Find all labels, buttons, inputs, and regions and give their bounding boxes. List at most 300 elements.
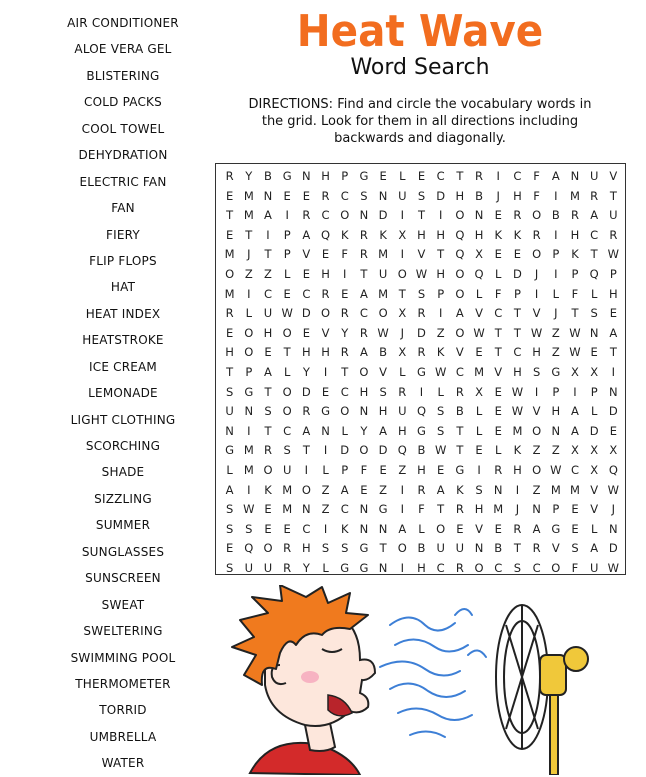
grid-letter[interactable]: L	[475, 423, 483, 438]
grid-letter[interactable]: U	[282, 462, 292, 477]
grid-letter[interactable]: C	[590, 227, 599, 242]
grid-letter[interactable]: A	[359, 286, 368, 301]
grid-letter[interactable]: C	[340, 502, 349, 517]
grid-letter[interactable]: U	[398, 404, 407, 419]
grid-letter[interactable]: N	[225, 423, 234, 438]
grid-letter[interactable]: N	[378, 560, 388, 575]
grid-letter[interactable]: J	[400, 325, 404, 340]
grid-letter[interactable]: H	[609, 286, 618, 301]
grid-letter[interactable]: G	[455, 462, 465, 477]
grid-letter[interactable]: U	[378, 266, 388, 281]
grid-letter[interactable]: E	[225, 188, 234, 203]
grid-letter[interactable]: S	[245, 521, 253, 536]
grid-letter[interactable]: D	[301, 306, 311, 321]
grid-letter[interactable]: S	[283, 443, 291, 458]
grid-letter[interactable]: G	[359, 169, 369, 183]
grid-letter[interactable]: P	[552, 384, 560, 399]
grid-letter[interactable]: E	[494, 404, 502, 419]
grid-letter[interactable]: J	[515, 502, 520, 517]
grid-letter[interactable]: B	[417, 541, 426, 556]
grid-letter[interactable]: S	[341, 541, 349, 556]
grid-letter[interactable]: U	[398, 188, 407, 203]
grid-letter[interactable]: E	[283, 521, 291, 536]
grid-letter[interactable]: P	[283, 227, 291, 242]
grid-letter[interactable]: R	[359, 247, 368, 262]
grid-letter[interactable]: I	[573, 384, 577, 399]
grid-letter[interactable]: W	[243, 502, 255, 517]
grid-letter[interactable]: W	[281, 306, 293, 321]
grid-letter[interactable]: T	[437, 247, 445, 262]
grid-letter[interactable]: N	[589, 325, 599, 340]
grid-letter[interactable]: M	[570, 482, 580, 497]
grid-letter[interactable]: W	[415, 266, 428, 281]
grid-letter[interactable]: A	[302, 227, 311, 242]
grid-letter[interactable]: O	[225, 266, 235, 281]
grid-letter[interactable]: M	[282, 482, 293, 497]
grid-letter[interactable]: T	[456, 423, 464, 438]
grid-letter[interactable]: N	[551, 423, 561, 438]
grid-letter[interactable]: W	[607, 482, 620, 497]
grid-letter[interactable]: S	[475, 482, 483, 497]
grid-letter[interactable]: I	[266, 227, 270, 242]
grid-letter[interactable]: T	[609, 345, 617, 360]
grid-letter[interactable]: C	[494, 306, 503, 321]
grid-letter[interactable]: W	[511, 384, 524, 399]
grid-letter[interactable]: H	[513, 188, 522, 203]
grid-letter[interactable]: N	[302, 502, 311, 517]
grid-letter[interactable]: L	[475, 404, 483, 419]
grid-letter[interactable]: N	[532, 502, 541, 517]
grid-letter[interactable]: K	[456, 482, 464, 497]
grid-letter[interactable]: I	[400, 560, 404, 575]
grid-letter[interactable]: K	[513, 443, 522, 458]
grid-letter[interactable]: U	[244, 560, 253, 575]
grid-letter[interactable]: E	[225, 325, 234, 340]
grid-letter[interactable]: D	[512, 266, 522, 281]
grid-letter[interactable]: A	[590, 208, 599, 223]
grid-letter[interactable]: Y	[341, 325, 349, 340]
grid-letter[interactable]: S	[379, 384, 387, 399]
grid-letter[interactable]: O	[244, 325, 254, 340]
grid-letter[interactable]: G	[551, 521, 561, 536]
grid-letter[interactable]: G	[417, 423, 426, 438]
grid-letter[interactable]: A	[455, 306, 464, 321]
grid-letter[interactable]: X	[590, 462, 599, 477]
grid-letter[interactable]: L	[341, 423, 348, 438]
grid-letter[interactable]: A	[359, 345, 368, 360]
grid-letter[interactable]: O	[436, 521, 446, 536]
grid-letter[interactable]: O	[455, 208, 465, 223]
grid-letter[interactable]: H	[302, 345, 311, 360]
grid-letter[interactable]: I	[611, 364, 616, 379]
grid-letter[interactable]: T	[494, 325, 502, 340]
grid-letter[interactable]: E	[475, 345, 483, 360]
grid-letter[interactable]: D	[589, 423, 599, 438]
grid-letter[interactable]: P	[552, 502, 560, 517]
grid-letter[interactable]: G	[282, 169, 292, 183]
grid-letter[interactable]: O	[321, 306, 331, 321]
grid-letter[interactable]: H	[302, 541, 311, 556]
grid-letter[interactable]: Y	[302, 364, 310, 379]
grid-letter[interactable]: U	[455, 541, 465, 556]
grid-letter[interactable]: W	[511, 404, 524, 419]
grid-letter[interactable]: M	[282, 502, 293, 517]
grid-letter[interactable]: C	[340, 188, 349, 203]
grid-letter[interactable]: G	[378, 502, 388, 517]
grid-letter[interactable]: H	[225, 345, 234, 360]
grid-letter[interactable]: R	[475, 169, 484, 183]
grid-letter[interactable]: I	[477, 462, 481, 477]
grid-letter[interactable]: E	[341, 286, 349, 301]
grid-letter[interactable]: I	[343, 266, 347, 281]
grid-letter[interactable]: E	[609, 306, 617, 321]
grid-letter[interactable]: P	[283, 247, 291, 262]
grid-letter[interactable]: Z	[551, 325, 560, 340]
grid-letter[interactable]: N	[359, 404, 369, 419]
grid-letter[interactable]: A	[264, 364, 272, 379]
grid-letter[interactable]: R	[494, 462, 503, 477]
grid-letter[interactable]: B	[455, 404, 464, 419]
grid-letter[interactable]: N	[378, 188, 388, 203]
grid-letter[interactable]: A	[532, 521, 541, 536]
grid-letter[interactable]: H	[417, 462, 426, 477]
grid-letter[interactable]: A	[551, 169, 560, 183]
grid-letter[interactable]: X	[609, 443, 618, 458]
grid-letter[interactable]: K	[436, 345, 445, 360]
grid-letter[interactable]: Z	[551, 345, 560, 360]
grid-letter[interactable]: E	[475, 443, 483, 458]
grid-letter[interactable]: U	[263, 306, 273, 321]
grid-letter[interactable]: O	[359, 443, 369, 458]
grid-letter[interactable]: L	[245, 306, 252, 321]
grid-letter[interactable]: C	[494, 560, 503, 575]
grid-letter[interactable]: A	[264, 208, 272, 223]
grid-letter[interactable]: I	[323, 521, 328, 536]
grid-letter[interactable]: M	[550, 482, 561, 497]
grid-letter[interactable]: S	[264, 404, 272, 419]
grid-letter[interactable]: O	[282, 384, 292, 399]
grid-letter[interactable]: E	[513, 247, 522, 262]
grid-letter[interactable]: Z	[321, 482, 330, 497]
grid-letter[interactable]: N	[609, 384, 618, 399]
grid-letter[interactable]: A	[379, 423, 388, 438]
grid-letter[interactable]: E	[302, 266, 310, 281]
grid-letter[interactable]: I	[534, 286, 539, 301]
grid-letter[interactable]: S	[225, 521, 234, 536]
grid-letter[interactable]: K	[571, 247, 579, 262]
word-search-grid[interactable]	[215, 163, 626, 575]
grid-letter[interactable]: M	[224, 247, 235, 262]
grid-letter[interactable]: K	[513, 227, 522, 242]
grid-letter[interactable]: E	[379, 462, 387, 477]
grid-letter[interactable]: Z	[532, 482, 541, 497]
grid-letter[interactable]: R	[225, 306, 234, 321]
grid-letter[interactable]: H	[532, 345, 541, 360]
grid-letter[interactable]: T	[264, 384, 272, 399]
grid-letter[interactable]: W	[530, 325, 543, 340]
grid-letter[interactable]: N	[493, 482, 503, 497]
grid-letter[interactable]: G	[359, 560, 369, 575]
grid-letter[interactable]: B	[494, 541, 503, 556]
grid-letter[interactable]: S	[437, 423, 445, 438]
grid-letter[interactable]: R	[455, 560, 464, 575]
grid-letter[interactable]: A	[436, 482, 445, 497]
grid-letter[interactable]: V	[455, 345, 464, 360]
grid-letter[interactable]: R	[263, 443, 272, 458]
grid-letter[interactable]: Q	[397, 443, 407, 458]
grid-letter[interactable]: X	[398, 306, 407, 321]
grid-letter[interactable]: T	[398, 286, 406, 301]
grid-letter[interactable]: V	[321, 325, 330, 340]
grid-letter[interactable]: X	[398, 227, 407, 242]
grid-letter[interactable]: M	[378, 247, 389, 262]
grid-letter[interactable]: F	[571, 286, 579, 301]
grid-letter[interactable]: G	[244, 384, 254, 399]
grid-letter[interactable]: O	[340, 208, 350, 223]
grid-letter[interactable]: D	[417, 325, 426, 340]
grid-letter[interactable]: H	[570, 227, 580, 242]
grid-letter[interactable]: M	[512, 423, 523, 438]
grid-letter[interactable]: E	[321, 384, 330, 399]
grid-letter[interactable]: Z	[379, 482, 388, 497]
grid-letter[interactable]: Z	[398, 462, 407, 477]
grid-letter[interactable]: T	[226, 364, 234, 379]
grid-letter[interactable]: V	[590, 482, 599, 497]
grid-letter[interactable]: I	[438, 306, 443, 321]
grid-letter[interactable]: S	[225, 502, 234, 517]
grid-letter[interactable]: N	[244, 404, 254, 419]
grid-letter[interactable]: M	[474, 364, 484, 379]
grid-letter[interactable]: V	[475, 521, 483, 536]
grid-letter[interactable]: A	[590, 541, 599, 556]
grid-letter[interactable]: I	[515, 482, 520, 497]
grid-letter[interactable]: R	[417, 482, 426, 497]
grid-letter[interactable]: E	[571, 521, 579, 536]
grid-letter[interactable]: E	[456, 521, 464, 536]
grid-letter[interactable]: N	[609, 521, 618, 536]
grid-letter[interactable]: R	[225, 169, 234, 183]
grid-letter[interactable]: O	[301, 482, 311, 497]
grid-letter[interactable]: M	[243, 188, 254, 203]
grid-letter[interactable]: H	[321, 169, 330, 183]
grid-letter[interactable]: I	[496, 169, 500, 183]
grid-letter[interactable]: S	[225, 384, 234, 399]
grid-letter[interactable]: R	[455, 384, 464, 399]
grid-letter[interactable]: M	[243, 443, 254, 458]
grid-letter[interactable]: P	[590, 384, 598, 399]
grid-letter[interactable]: R	[513, 521, 522, 536]
grid-letter[interactable]: H	[321, 345, 330, 360]
grid-letter[interactable]: H	[436, 266, 445, 281]
grid-letter[interactable]: R	[283, 560, 292, 575]
grid-letter[interactable]: H	[474, 227, 484, 242]
grid-letter[interactable]: W	[607, 247, 620, 262]
grid-letter[interactable]: C	[532, 560, 541, 575]
grid-letter[interactable]: W	[550, 462, 562, 477]
grid-letter[interactable]: B	[379, 345, 388, 360]
grid-letter[interactable]: I	[400, 247, 404, 262]
grid-letter[interactable]: K	[379, 227, 387, 242]
grid-letter[interactable]: F	[418, 502, 425, 517]
grid-letter[interactable]: V	[609, 169, 618, 183]
grid-letter[interactable]: L	[418, 521, 425, 536]
grid-letter[interactable]: L	[226, 462, 233, 477]
grid-letter[interactable]: E	[302, 325, 310, 340]
grid-letter[interactable]: R	[417, 345, 426, 360]
grid-letter[interactable]: T	[264, 247, 272, 262]
grid-letter[interactable]: C	[302, 521, 311, 536]
grid-letter[interactable]: C	[321, 208, 330, 223]
grid-letter[interactable]: C	[513, 169, 522, 183]
grid-letter[interactable]: C	[436, 560, 445, 575]
grid-letter[interactable]: O	[244, 345, 254, 360]
grid-letter[interactable]: R	[283, 541, 292, 556]
grid-letter[interactable]: D	[436, 188, 446, 203]
grid-letter[interactable]: E	[283, 188, 291, 203]
grid-letter[interactable]: R	[590, 188, 599, 203]
grid-letter[interactable]: F	[494, 286, 502, 301]
grid-letter[interactable]: J	[554, 306, 558, 321]
grid-letter[interactable]: L	[495, 266, 502, 281]
grid-letter[interactable]: A	[571, 423, 579, 438]
grid-letter[interactable]: V	[302, 247, 311, 262]
grid-letter[interactable]: R	[532, 227, 541, 242]
grid-letter[interactable]: W	[569, 345, 581, 360]
grid-letter[interactable]: N	[359, 521, 369, 536]
grid-letter[interactable]: O	[282, 325, 292, 340]
grid-letter[interactable]: L	[283, 364, 291, 379]
grid-letter[interactable]: Z	[321, 502, 330, 517]
grid-letter[interactable]: U	[436, 541, 445, 556]
grid-letter[interactable]: I	[534, 384, 539, 399]
grid-letter[interactable]: O	[532, 208, 542, 223]
grid-letter[interactable]: U	[263, 560, 273, 575]
grid-letter[interactable]: I	[554, 266, 558, 281]
grid-letter[interactable]: U	[589, 560, 599, 575]
grid-letter[interactable]: P	[341, 169, 349, 183]
grid-letter[interactable]: S	[225, 560, 234, 575]
grid-letter[interactable]: A	[340, 482, 349, 497]
grid-letter[interactable]: I	[419, 384, 424, 399]
grid-letter[interactable]: J	[611, 502, 616, 517]
grid-letter[interactable]: K	[264, 482, 272, 497]
grid-letter[interactable]: N	[378, 521, 388, 536]
grid-letter[interactable]: G	[321, 404, 330, 419]
grid-letter[interactable]: V	[551, 541, 560, 556]
grid-letter[interactable]: N	[263, 188, 273, 203]
grid-letter[interactable]: T	[302, 443, 310, 458]
grid-letter[interactable]: G	[417, 364, 426, 379]
grid-letter[interactable]: E	[417, 169, 426, 183]
grid-letter[interactable]: H	[397, 423, 407, 438]
grid-letter[interactable]: N	[321, 423, 330, 438]
grid-letter[interactable]: N	[474, 208, 484, 223]
grid-letter[interactable]: D	[378, 208, 388, 223]
grid-letter[interactable]: J	[496, 188, 500, 203]
grid-letter[interactable]: R	[340, 306, 349, 321]
grid-letter[interactable]: I	[247, 286, 251, 301]
grid-letter[interactable]: L	[590, 404, 598, 419]
grid-letter[interactable]: O	[282, 404, 292, 419]
grid-letter[interactable]: N	[359, 502, 369, 517]
grid-letter[interactable]: P	[437, 286, 445, 301]
grid-letter[interactable]: M	[570, 188, 580, 203]
grid-letter[interactable]: R	[455, 502, 464, 517]
grid-letter[interactable]: X	[590, 364, 599, 379]
grid-letter[interactable]: H	[417, 560, 426, 575]
grid-letter[interactable]: T	[609, 188, 617, 203]
grid-letter[interactable]: N	[474, 541, 484, 556]
grid-letter[interactable]: W	[569, 325, 581, 340]
grid-letter[interactable]: C	[340, 384, 349, 399]
grid-letter[interactable]: P	[609, 266, 617, 281]
grid-letter[interactable]: C	[263, 286, 272, 301]
grid-letter[interactable]: R	[302, 208, 311, 223]
grid-letter[interactable]: A	[302, 423, 311, 438]
grid-letter[interactable]: L	[590, 521, 598, 536]
grid-letter[interactable]: W	[607, 560, 620, 575]
grid-letter[interactable]: E	[225, 541, 234, 556]
grid-letter[interactable]: R	[321, 188, 330, 203]
grid-letter[interactable]: H	[455, 188, 465, 203]
grid-letter[interactable]: I	[400, 208, 404, 223]
grid-letter[interactable]: C	[283, 423, 292, 438]
grid-letter[interactable]: E	[264, 345, 272, 360]
grid-letter[interactable]: L	[399, 364, 406, 379]
grid-letter[interactable]: S	[417, 286, 426, 301]
grid-letter[interactable]: B	[475, 188, 483, 203]
grid-letter[interactable]: I	[247, 423, 251, 438]
grid-letter[interactable]: T	[513, 306, 521, 321]
grid-letter[interactable]: D	[608, 541, 618, 556]
grid-letter[interactable]: R	[321, 286, 330, 301]
grid-letter[interactable]: S	[360, 188, 368, 203]
grid-letter[interactable]: Z	[551, 443, 560, 458]
grid-letter[interactable]: B	[264, 169, 272, 183]
grid-letter[interactable]: W	[434, 443, 447, 458]
grid-letter[interactable]: H	[263, 325, 273, 340]
grid-letter[interactable]: F	[341, 247, 349, 262]
grid-letter[interactable]: N	[570, 169, 580, 183]
grid-letter[interactable]: I	[554, 188, 558, 203]
grid-letter[interactable]: Q	[608, 462, 618, 477]
grid-letter[interactable]: E	[264, 521, 272, 536]
grid-letter[interactable]: E	[494, 208, 502, 223]
grid-letter[interactable]: P	[245, 364, 253, 379]
grid-letter[interactable]: P	[513, 286, 521, 301]
grid-letter[interactable]: J	[534, 266, 539, 281]
grid-letter[interactable]: M	[243, 208, 254, 223]
grid-letter[interactable]: R	[398, 384, 407, 399]
grid-letter[interactable]: E	[437, 462, 445, 477]
grid-letter[interactable]: T	[494, 345, 502, 360]
grid-letter[interactable]: W	[434, 364, 447, 379]
grid-letter[interactable]: F	[360, 462, 368, 477]
grid-letter[interactable]: V	[532, 306, 541, 321]
grid-letter[interactable]: T	[264, 423, 272, 438]
grid-letter[interactable]: R	[513, 208, 522, 223]
grid-letter[interactable]: C	[455, 364, 464, 379]
grid-letter[interactable]: F	[571, 560, 579, 575]
grid-letter[interactable]: V	[590, 502, 599, 517]
grid-letter[interactable]: L	[475, 286, 483, 301]
grid-letter[interactable]: T	[456, 443, 464, 458]
grid-letter[interactable]: Y	[302, 560, 310, 575]
grid-letter[interactable]: E	[264, 502, 272, 517]
grid-letter[interactable]: U	[609, 208, 618, 223]
grid-letter[interactable]: Q	[416, 404, 426, 419]
grid-letter[interactable]: R	[359, 325, 368, 340]
